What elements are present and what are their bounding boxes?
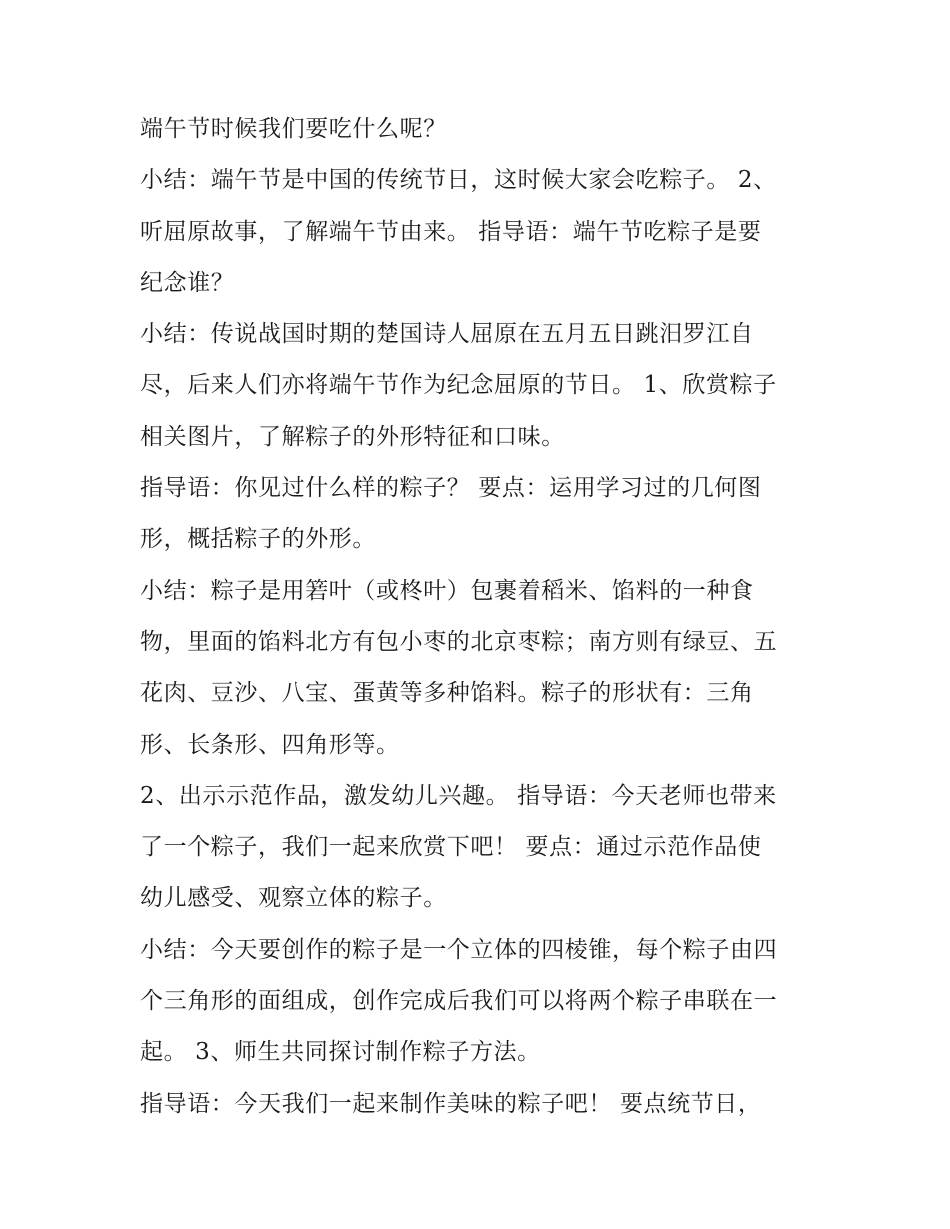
text-line: 小结：传说战国时期的楚国诗人屈原在五月五日跳汨罗江自 (140, 321, 754, 348)
text-line: 相关图片，了解粽子的外形特征和口味。 (140, 423, 565, 450)
text-line: 指导语：今天我们一起来制作美味的粽子吧！ 要点统节日， (140, 1090, 762, 1117)
text-line: 指导语：你见过什么样的粽子？ 要点：运用学习过的几何图 (140, 475, 762, 502)
text-line: 2、出示示范作品，激发幼儿兴趣。 指导语：今天老师也带来 (140, 782, 777, 809)
text-line: 幼儿感受、观察立体的粽子。 (140, 885, 447, 912)
text-line: 小结：今天要创作的粽子是一个立体的四棱锥，每个粽子由四 (140, 936, 778, 963)
text-line: 形，概括粽子的外形。 (140, 526, 376, 553)
text-line: 形、长条形、四角形等。 (140, 731, 400, 758)
text-line: 尽，后来人们亦将端午节作为纪念屈原的节日。 1、欣赏粽子 (140, 372, 777, 399)
text-line: 物，里面的馅料北方有包小枣的北京枣粽；南方则有绿豆、五 (140, 628, 778, 655)
text-line: 个三角形的面组成，创作完成后我们可以将两个粽子串联在一 (140, 988, 778, 1015)
text-line: 端午节时候我们要吃什么呢？ (140, 116, 447, 142)
text-line: 小结：粽子是用箬叶（或柊叶）包裹着稻米、馅料的一种食 (140, 577, 754, 604)
text-line: 听屈原故事，了解端午节由来。 指导语：端午节吃粽子是要 (140, 218, 762, 245)
text-line: 纪念谁？ (140, 269, 235, 296)
text-line: 小结：端午节是中国的传统节日，这时候大家会吃粽子。 2、 (140, 167, 777, 194)
text-line: 了一个粽子，我们一起来欣赏下吧！ 要点：通过示范作品使 (140, 834, 762, 861)
text-line: 花肉、豆沙、八宝、蛋黄等多种馅料。粽子的形状有：三角 (140, 680, 754, 707)
text-line: 起。 3、师生共同探讨制作粽子方法。 (140, 1039, 541, 1066)
document-body (140, 104, 820, 1130)
